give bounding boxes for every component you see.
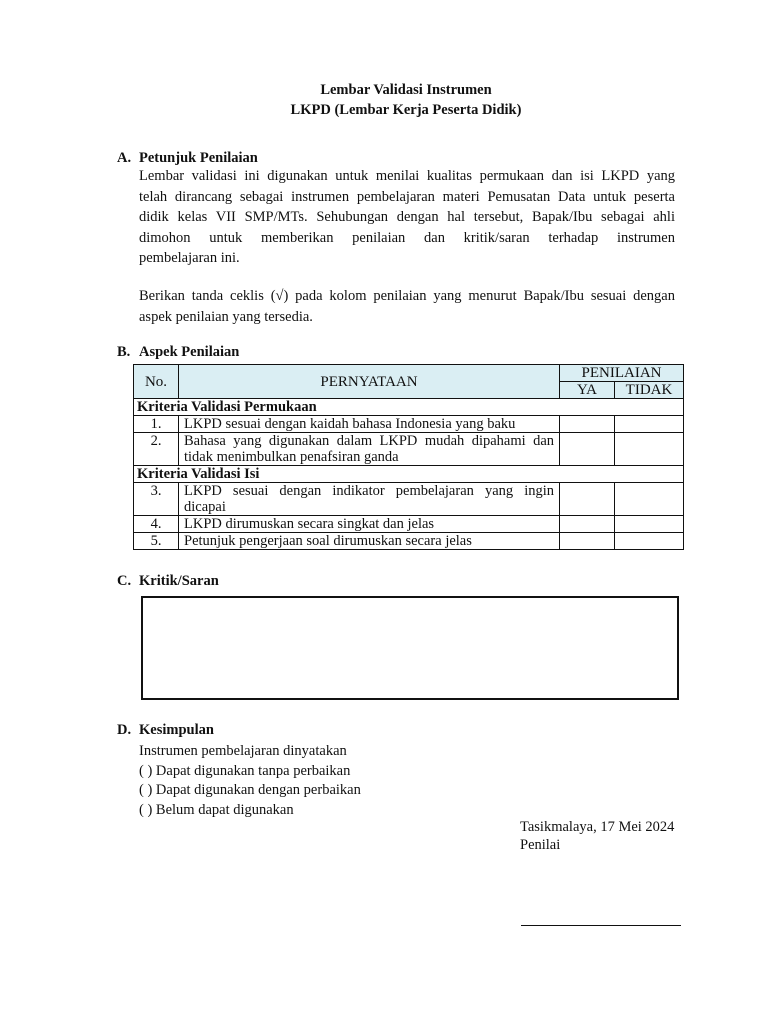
row-statement bbox=[179, 433, 560, 466]
document-subtitle: LKPD (Lembar Kerja Peserta Didik) bbox=[290, 102, 522, 118]
section-a-heading bbox=[117, 150, 258, 167]
assessment-table bbox=[133, 364, 684, 550]
row-statement bbox=[179, 483, 560, 516]
criteria-group-row bbox=[134, 399, 684, 416]
signature-block bbox=[520, 818, 674, 854]
instructions-line: dimohon untuk memberikan penilaian dan kritik/saran terhadap instrumen bbox=[139, 229, 675, 246]
table-row bbox=[134, 416, 684, 433]
section-d-heading bbox=[117, 722, 214, 739]
column-header-no: No. bbox=[134, 365, 179, 399]
section-a-title: Petunjuk Penilaian bbox=[139, 150, 258, 166]
section-b-heading bbox=[117, 344, 239, 361]
conclusion-block bbox=[139, 742, 361, 820]
row-number: 4. bbox=[134, 516, 179, 533]
yes-checkbox-cell[interactable] bbox=[560, 416, 615, 433]
row-statement: LKPD sesuai dengan kaidah bahasa Indonesia yang baku bbox=[179, 416, 560, 433]
section-c-title: Kritik/Saran bbox=[139, 573, 219, 589]
row-number: 3. bbox=[134, 483, 179, 516]
column-header-statement: PERNYATAAN bbox=[179, 365, 560, 399]
document-title: Lembar Validasi Instrumen bbox=[320, 82, 492, 98]
table-row bbox=[134, 433, 684, 466]
place-date: Tasikmalaya, 17 Mei 2024 bbox=[520, 819, 675, 835]
instructions-line: pembelajaran ini. bbox=[139, 250, 240, 266]
signer-role: Penilai bbox=[520, 837, 561, 853]
row-statement-line: tidak menimbulkan penafsiran ganda bbox=[184, 449, 399, 465]
yes-checkbox-cell[interactable] bbox=[560, 433, 615, 466]
row-statement: Petunjuk pengerjaan soal dirumuskan secara jelas bbox=[179, 533, 560, 550]
criteria-group-row bbox=[134, 466, 684, 483]
conclusion-option[interactable]: ( ) Belum dapat digunakan bbox=[139, 801, 294, 818]
no-checkbox-cell[interactable] bbox=[615, 533, 684, 550]
yes-checkbox-cell[interactable] bbox=[560, 483, 615, 516]
instructions-paragraph bbox=[139, 166, 675, 269]
instructions-line: didik kelas VII SMP/MTs. Sehubungan dengan hal tersebut, Bapak/Ibu sebagai ahli bbox=[139, 209, 675, 225]
yes-checkbox-cell[interactable] bbox=[560, 516, 615, 533]
no-checkbox-cell[interactable] bbox=[615, 516, 684, 533]
section-c-letter: C. bbox=[117, 573, 132, 589]
checkmark-instruction bbox=[139, 286, 675, 327]
section-d-title: Kesimpulan bbox=[139, 722, 214, 738]
conclusion-option[interactable]: ( ) Dapat digunakan dengan perbaikan bbox=[139, 782, 361, 798]
row-statement-line: dicapai bbox=[184, 499, 226, 515]
criteria-group-label: Kriteria Validasi Isi bbox=[134, 466, 684, 483]
section-b-title: Aspek Penilaian bbox=[139, 344, 240, 360]
row-statement: LKPD dirumuskan secara singkat dan jelas bbox=[179, 516, 560, 533]
no-checkbox-cell[interactable] bbox=[615, 483, 684, 516]
column-header-yes: YA bbox=[560, 382, 615, 399]
section-d-letter: D. bbox=[117, 722, 132, 738]
table-row bbox=[134, 516, 684, 533]
section-a-letter: A. bbox=[117, 150, 132, 166]
instructions-line: Berikan tanda ceklis (√) pada kolom penilaian yang menurut Bapak/Ibu sesuai dengan bbox=[139, 288, 675, 304]
no-checkbox-cell[interactable] bbox=[615, 416, 684, 433]
criteria-group-label: Kriteria Validasi Permukaan bbox=[134, 399, 684, 416]
section-c-heading bbox=[117, 573, 219, 590]
row-statement-line: LKPD sesuai dengan indikator pembelajaran yang ingin bbox=[184, 483, 554, 499]
signature-line bbox=[521, 925, 681, 926]
no-checkbox-cell[interactable] bbox=[615, 433, 684, 466]
row-number: 1. bbox=[134, 416, 179, 433]
yes-checkbox-cell[interactable] bbox=[560, 533, 615, 550]
row-number: 5. bbox=[134, 533, 179, 550]
section-b-letter: B. bbox=[117, 344, 131, 360]
conclusion-option[interactable]: ( ) Dapat digunakan tanpa perbaikan bbox=[139, 762, 351, 779]
feedback-box[interactable] bbox=[141, 596, 679, 700]
instructions-line: telah dirancang sebagai instrumen pembelajaran materi Pemusatan Data untuk peserta bbox=[139, 188, 675, 205]
conclusion-intro: Instrumen pembelajaran dinyatakan bbox=[139, 743, 347, 759]
row-number: 2. bbox=[134, 433, 179, 466]
table-row bbox=[134, 533, 684, 550]
column-header-no-answer: TIDAK bbox=[615, 382, 684, 399]
table-row bbox=[134, 483, 684, 516]
instructions-line: aspek penilaian yang tersedia. bbox=[139, 308, 313, 325]
row-statement-line: Bahasa yang digunakan dalam LKPD mudah dipahami dan bbox=[184, 433, 554, 449]
column-header-assessment: PENILAIAN bbox=[560, 365, 684, 382]
instructions-line: Lembar validasi ini digunakan untuk menilai kualitas permukaan dan isi LKPD yang bbox=[139, 168, 675, 184]
